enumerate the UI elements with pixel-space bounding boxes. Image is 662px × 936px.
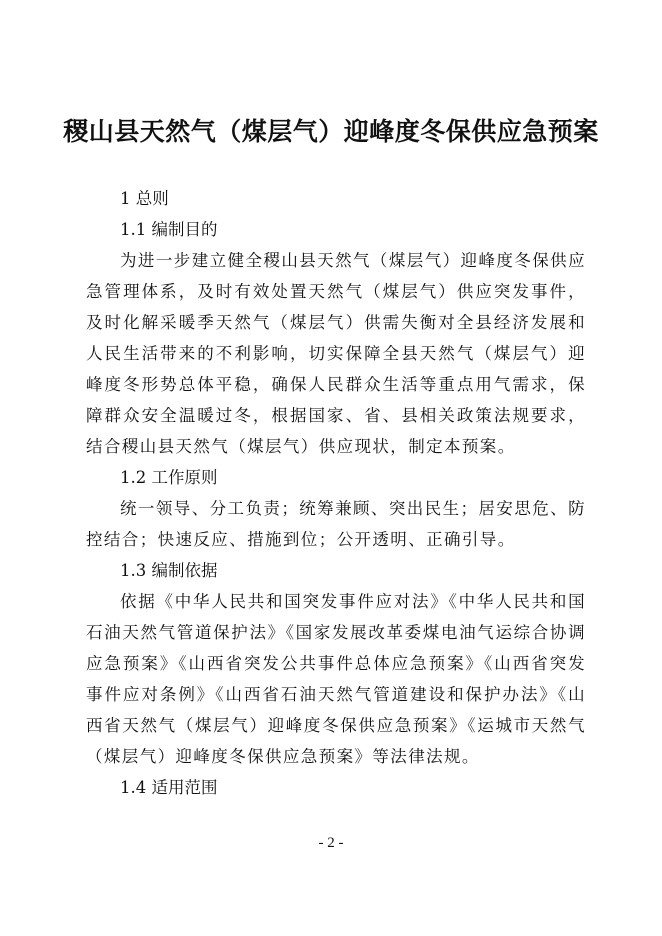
paragraph-basis: 依据《中华人民共和国突发事件应对法》《中华人民共和国石油天然气管道保护法》《国家发展改革委煤电油气运综合协调应急预案》《山西省突发公共事件总体应急预案》《山西省突发事件应对条例》《山西省石油天然气管道建设和保护办法》《山西省天然气（煤层气）迎峰度冬保供应急预案》《运城市天然气（煤层气）迎峰度冬保供应急预案》等法律法规。 <box>86 592 586 766</box>
section-heading-basis: 1.3 编制依据 <box>120 561 218 580</box>
page-number: - 2 - <box>318 835 344 851</box>
section-heading-purpose: 1.1 编制目的 <box>120 220 218 239</box>
section-heading-general: 1 总则 <box>120 189 169 208</box>
paragraph-principles: 统一领导、分工负责；统筹兼顾、突出民生；居安思危、防控结合；快速反应、措施到位；公开透明、正确引导。 <box>86 499 586 549</box>
section-heading-principles: 1.2 工作原则 <box>120 468 218 487</box>
section-heading-scope: 1.4 适用范围 <box>120 778 218 797</box>
paragraph-purpose: 为进一步建立健全稷山县天然气（煤层气）迎峰度冬保供应急管理体系，及时有效处置天然气（煤层气）供应突发事件，及时化解采暖季天然气（煤层气）供需失衡对全县经济发展和人民生活带来的不利影响，切实保障全县天然气（煤层气）迎峰度冬形势总体平稳，确保人民群众生活等重点用气需求，保障群众安全温暖过冬，根据国家、省、县相关政策法规要求，结合稷山县天然气（煤层气）供应现状，制定本预案。 <box>86 251 586 456</box>
document-title: 稷山县天然气（煤层气）迎峰度冬保供应急预案 <box>63 117 599 146</box>
document-body <box>86 183 586 803</box>
